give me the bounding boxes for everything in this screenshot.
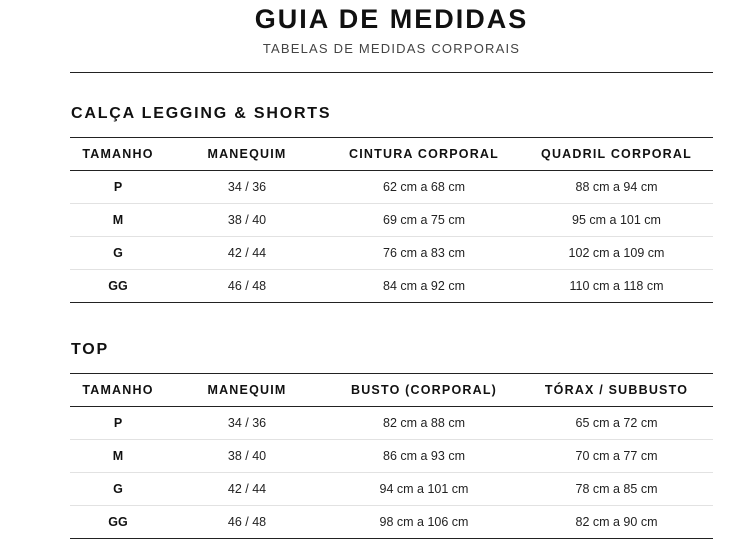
table-row (70, 407, 713, 440)
quadril-cell: 88 cm a 94 cm (520, 171, 713, 204)
column-header-busto: BUSTO (CORPORAL) (328, 374, 520, 407)
manequim-cell: 38 / 40 (166, 440, 328, 473)
cintura-cell: 76 cm a 83 cm (328, 237, 520, 270)
size-cell: P (70, 407, 166, 440)
quadril-cell: 102 cm a 109 cm (520, 237, 713, 270)
size-cell: GG (70, 506, 166, 539)
table-row (70, 237, 713, 270)
header-divider (70, 72, 713, 73)
cintura-cell: 62 cm a 68 cm (328, 171, 520, 204)
table-row (70, 171, 713, 204)
size-cell: P (70, 171, 166, 204)
torax-cell: 70 cm a 77 cm (520, 440, 713, 473)
table-row (70, 204, 713, 237)
size-cell: M (70, 440, 166, 473)
manequim-cell: 38 / 40 (166, 204, 328, 237)
table-top (70, 373, 713, 539)
page-title: GUIA DE MEDIDAS (254, 4, 529, 34)
section-title-top: TOP (71, 341, 110, 358)
column-header-manequim: MANEQUIM (166, 138, 328, 171)
size-cell: M (70, 204, 166, 237)
table-row (70, 473, 713, 506)
size-cell: GG (70, 270, 166, 303)
size-cell: G (70, 473, 166, 506)
busto-cell: 94 cm a 101 cm (328, 473, 520, 506)
table-header-row (70, 138, 713, 171)
torax-cell: 78 cm a 85 cm (520, 473, 713, 506)
table-legging-shorts (70, 137, 713, 303)
manequim-cell: 34 / 36 (166, 171, 328, 204)
quadril-cell: 110 cm a 118 cm (520, 270, 713, 303)
cintura-cell: 69 cm a 75 cm (328, 204, 520, 237)
table-row (70, 506, 713, 539)
busto-cell: 98 cm a 106 cm (328, 506, 520, 539)
column-header-torax: TÓRAX / SUBBUSTO (520, 374, 713, 407)
torax-cell: 65 cm a 72 cm (520, 407, 713, 440)
manequim-cell: 34 / 36 (166, 407, 328, 440)
section-title-legging-shorts: CALÇA LEGGING & SHORTS (71, 105, 332, 122)
page-subtitle: TABELAS DE MEDIDAS CORPORAIS (262, 41, 521, 56)
manequim-cell: 46 / 48 (166, 270, 328, 303)
busto-cell: 82 cm a 88 cm (328, 407, 520, 440)
column-header-quadril: QUADRIL CORPORAL (520, 138, 713, 171)
quadril-cell: 95 cm a 101 cm (520, 204, 713, 237)
table-row (70, 440, 713, 473)
table-row (70, 270, 713, 303)
manequim-cell: 42 / 44 (166, 237, 328, 270)
size-cell: G (70, 237, 166, 270)
torax-cell: 82 cm a 90 cm (520, 506, 713, 539)
column-header-cintura: CINTURA CORPORAL (328, 138, 520, 171)
cintura-cell: 84 cm a 92 cm (328, 270, 520, 303)
column-header-manequim: MANEQUIM (166, 374, 328, 407)
busto-cell: 86 cm a 93 cm (328, 440, 520, 473)
table-header-row (70, 374, 713, 407)
column-header-tamanho: TAMANHO (70, 374, 166, 407)
manequim-cell: 46 / 48 (166, 506, 328, 539)
column-header-tamanho: TAMANHO (70, 138, 166, 171)
manequim-cell: 42 / 44 (166, 473, 328, 506)
